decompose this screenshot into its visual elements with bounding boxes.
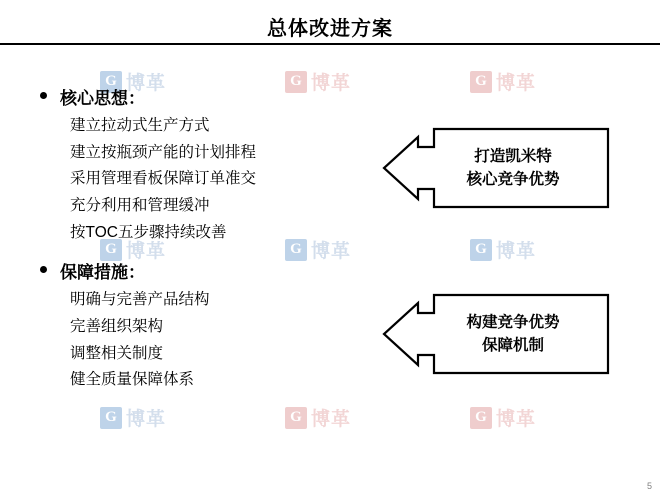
watermark-logo-icon: G	[285, 239, 307, 261]
bullet-group-safeguards	[40, 258, 400, 394]
watermark-logo-icon: G	[100, 239, 122, 261]
page-number: 5	[646, 481, 652, 491]
watermark-text: 博革	[126, 73, 167, 94]
watermark-logo-icon: G	[470, 239, 492, 261]
callout-line-1: 构建竞争优势	[466, 313, 560, 331]
watermark-text: 博革	[496, 241, 537, 262]
bullet-line: 建立拉动式生产方式	[70, 117, 210, 134]
watermark-text: 博革	[126, 409, 167, 430]
bullet-heading-label: 核心思想：	[60, 89, 145, 108]
bullet-line: 健全质量保障体系	[70, 371, 195, 389]
watermark-text: 博革	[311, 409, 352, 430]
watermark	[470, 68, 536, 95]
bullet-dot-icon	[40, 266, 47, 273]
callout-label	[438, 127, 588, 209]
callout-line-1: 打造凯米特	[474, 147, 552, 165]
callout-line-2: 核心竞争优势	[466, 171, 560, 188]
watermark-logo-icon: G	[285, 71, 307, 93]
watermark	[470, 236, 536, 263]
bullet-line: 完善组织架构	[70, 317, 164, 335]
watermark-text: 博革	[311, 73, 352, 94]
watermark-logo-icon: G	[470, 71, 492, 93]
watermark-text: 博革	[126, 241, 167, 262]
watermark	[470, 404, 536, 431]
watermark-logo-icon: G	[100, 71, 122, 93]
bullet-group-core-idea	[40, 84, 400, 246]
watermark	[100, 404, 166, 431]
watermark-logo-icon: G	[470, 407, 492, 429]
bullet-heading	[40, 84, 400, 109]
bullet-heading-label: 保障措施：	[60, 263, 145, 283]
content-body	[40, 84, 400, 400]
bullet-line: 明确与完善产品结构	[70, 291, 210, 309]
bullet-line: 调整相关制度	[70, 344, 164, 362]
bullet-line-list	[70, 113, 400, 246]
watermark-text: 博革	[496, 73, 537, 94]
watermark-logo-icon: G	[285, 407, 307, 429]
title-divider	[0, 43, 660, 45]
callout-line-2: 保障机制	[481, 337, 544, 354]
callout-label	[438, 293, 588, 375]
watermark-text: 博革	[496, 409, 537, 430]
bullet-line-list	[70, 287, 400, 394]
bullet-line: 建立按瓶颈产能的计划排程	[70, 143, 257, 161]
bullet-heading	[40, 258, 400, 283]
watermark-logo-icon: G	[100, 407, 122, 429]
bullet-line: 采用管理看板保障订单准交	[70, 170, 257, 188]
watermark-text: 博革	[311, 241, 352, 262]
watermark	[285, 404, 351, 431]
bullet-dot-icon	[40, 92, 47, 99]
callout-arrow-safeguard-mechanism	[382, 293, 610, 375]
bullet-line: 充分利用和管理缓冲	[70, 196, 210, 214]
bullet-line: 按TOC五步骤持续改善	[70, 223, 227, 241]
callout-arrow-core-advantage	[382, 127, 610, 209]
page-title: 总体改进方案	[267, 18, 393, 40]
